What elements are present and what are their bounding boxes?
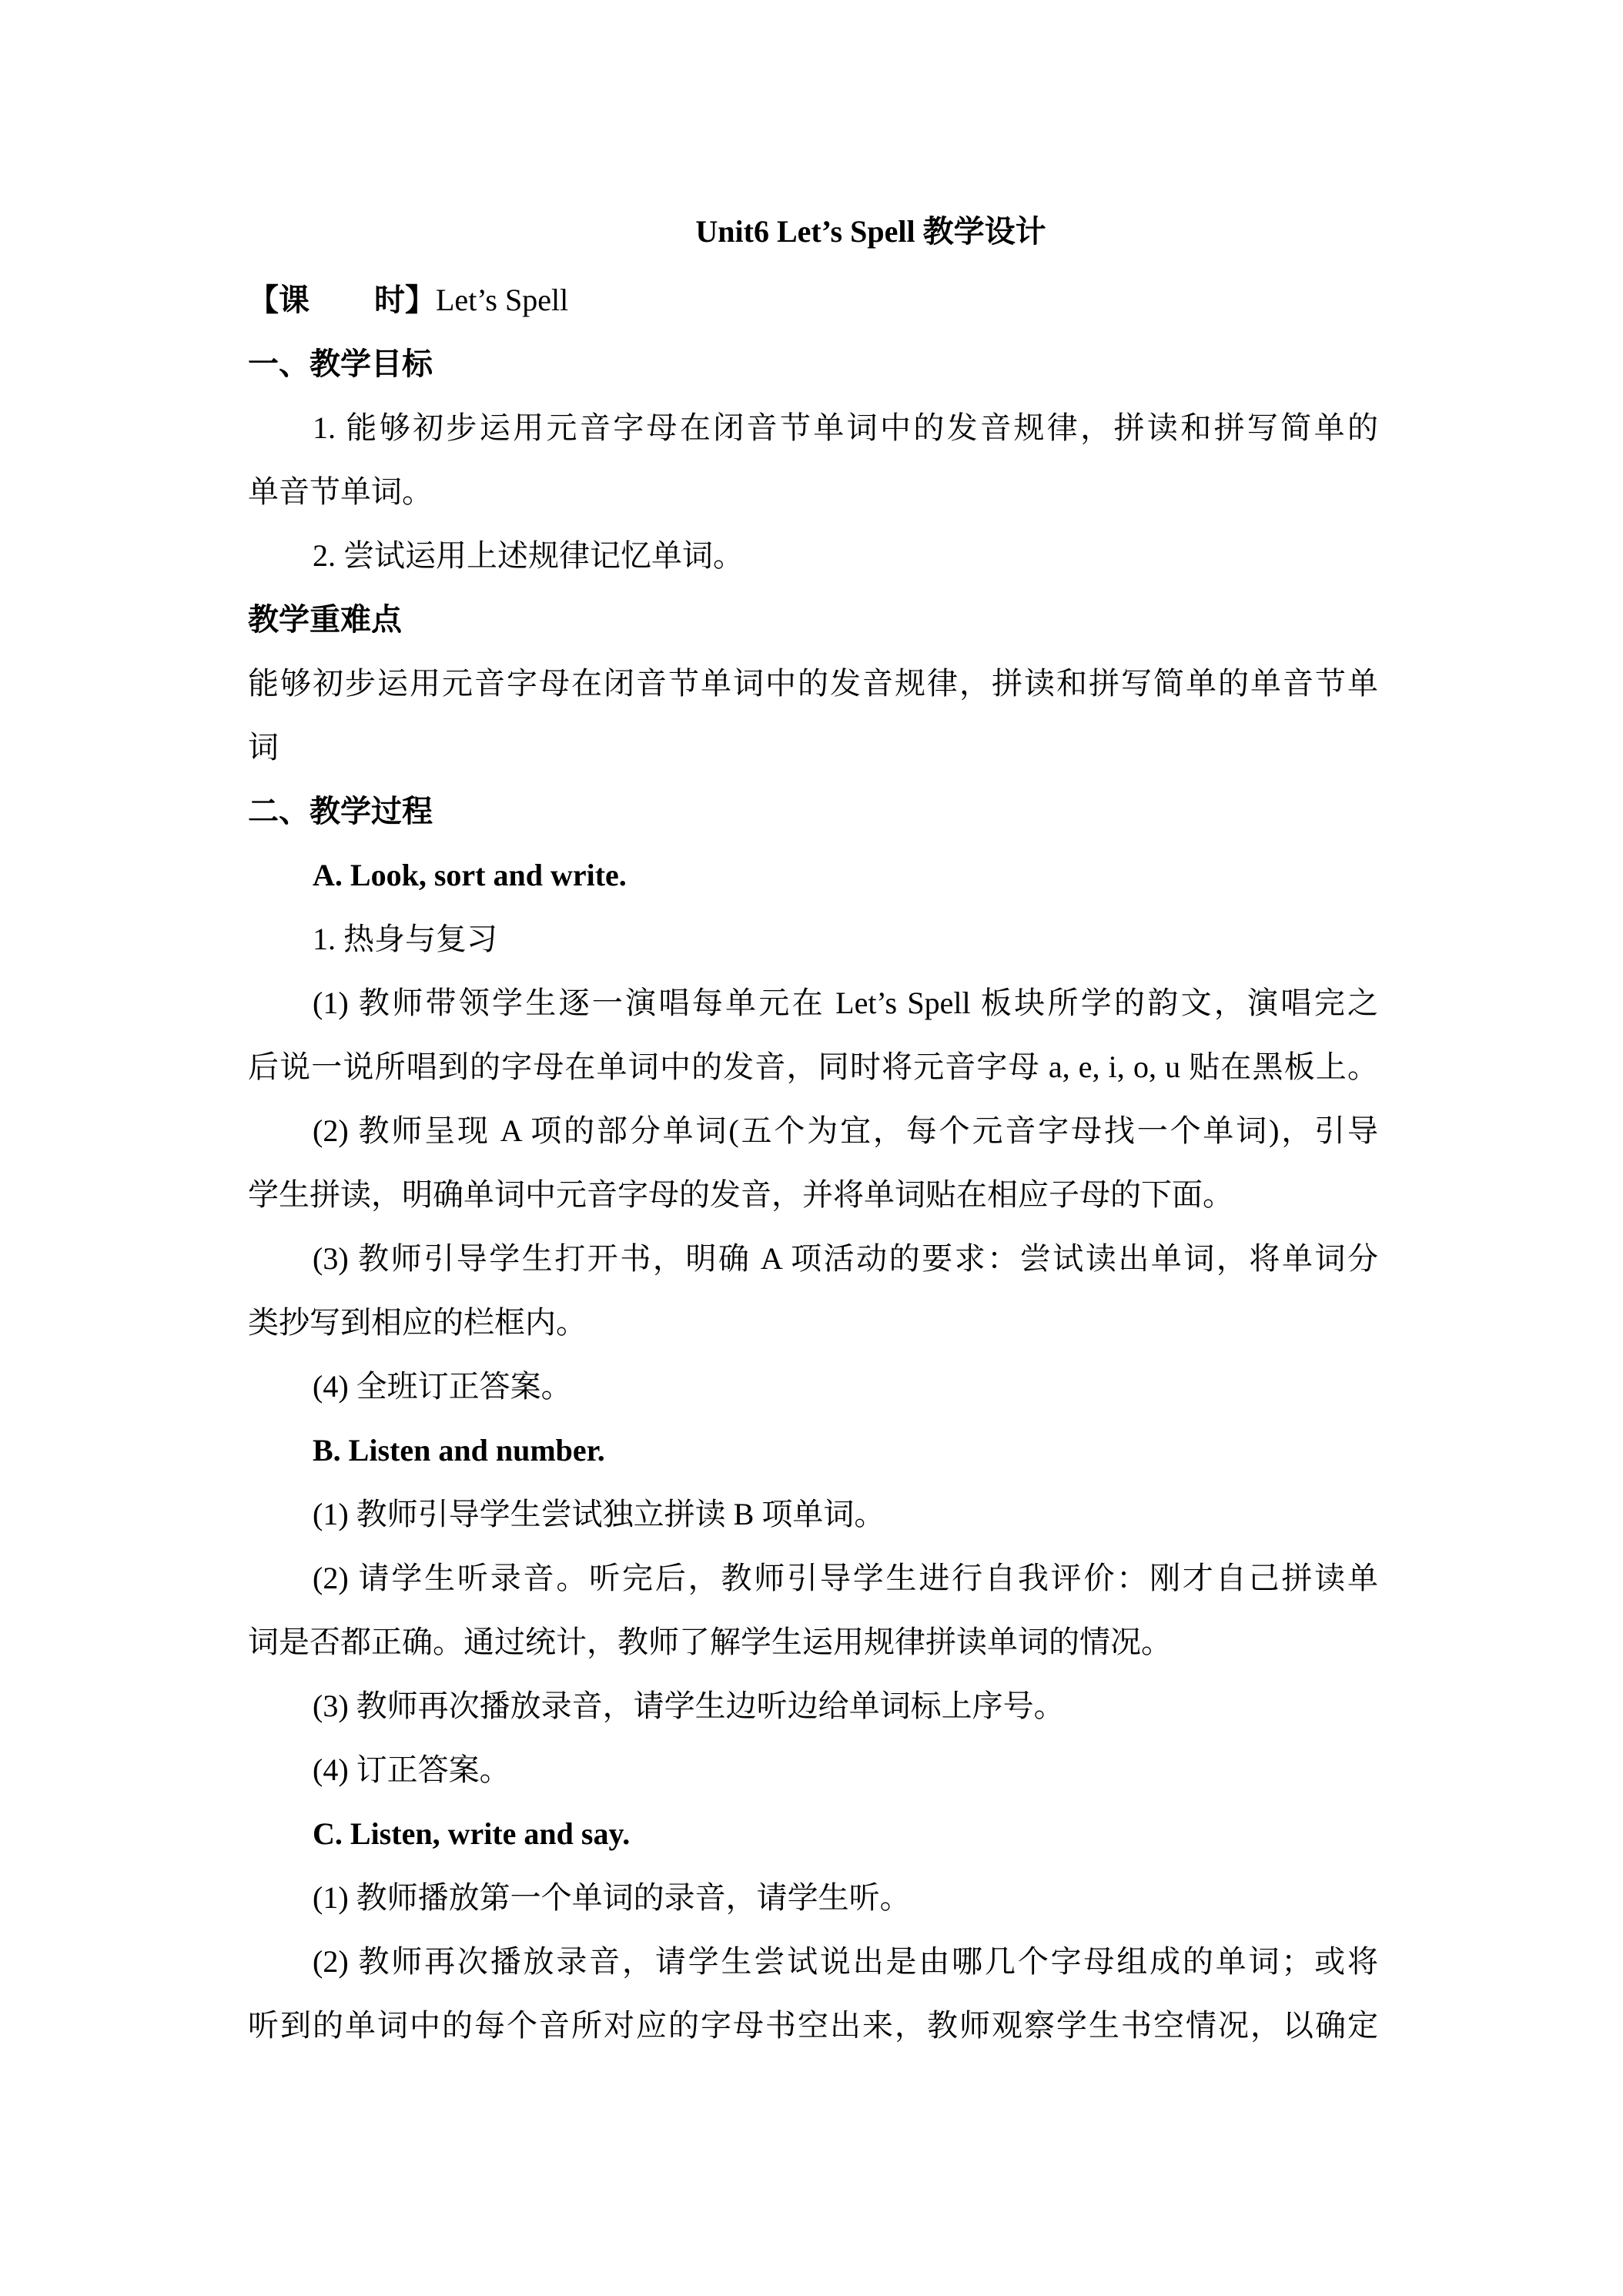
section2-heading: 二、教学过程 — [248, 794, 433, 828]
part-a-heading: A. Look, sort and write. — [313, 858, 627, 892]
part-a-p1-line1: (1) 教师带领学生逐一演唱每单元在 Let’s Spell 板块所学的韵文，演唱完之 — [313, 986, 1378, 1020]
part-b-p2-line1: (2) 请学生听录音。听完后，教师引导学生进行自我评价：刚才自己拼读单 — [313, 1561, 1378, 1595]
section1-heading: 一、教学目标 — [248, 346, 433, 381]
part-a-p1-line2: 后说一说所唱到的字母在单词中的发音，同时将元音字母 a, e, i, o, u 贴在黑板上。 — [248, 1049, 1378, 1084]
part-b-p1: (1) 教师引导学生尝试独立拼读 B 项单词。 — [313, 1497, 885, 1531]
objective-1-line1: 1. 能够初步运用元音字母在闭音节单词中的发音规律，拼读和拼写简单的 — [313, 410, 1378, 445]
part-b-p2-line2: 词是否都正确。通过统计，教师了解学生运用规律拼读单词的情况。 — [248, 1625, 1172, 1659]
part-b-p3: (3) 教师再次播放录音，请学生边听边给单词标上序号。 — [313, 1689, 1065, 1723]
key-points-line2: 词 — [248, 730, 279, 765]
period-label-close: 时】 — [374, 283, 436, 317]
part-a-p2-line2: 学生拼读，明确单词中元音字母的发音，并将单词贴在相应子母的下面。 — [248, 1177, 1233, 1212]
part-a-p2-line1: (2) 教师呈现 A 项的部分单词(五个为宜，每个元音字母找一个单词)，引导 — [313, 1113, 1378, 1148]
part-b-heading: B. Listen and number. — [313, 1433, 605, 1468]
part-c-p1: (1) 教师播放第一个单词的录音，请学生听。 — [313, 1880, 911, 1915]
key-points-line1: 能够初步运用元音字母在闭音节单词中的发音规律，拼读和拼写简单的单音节单 — [248, 666, 1378, 701]
part-a-step1: 1. 热身与复习 — [313, 922, 497, 956]
document-title: Unit6 Let’s Spell 教学设计 — [695, 214, 1046, 249]
part-c-p2-line2: 听到的单词中的每个音所对应的字母书空出来，教师观察学生书空情况，以确定 — [248, 2008, 1378, 2043]
objective-1-line2: 单音节单词。 — [248, 474, 433, 509]
period-line — [248, 268, 1378, 332]
part-b-p4: (4) 订正答案。 — [313, 1752, 510, 1787]
document-body — [248, 205, 1378, 2057]
key-points-heading: 教学重难点 — [248, 602, 402, 637]
objective-2: 2. 尝试运用上述规律记忆单词。 — [313, 538, 744, 573]
part-c-heading: C. Listen, write and say. — [313, 1816, 631, 1851]
part-a-p3-line1: (3) 教师引导学生打开书，明确 A 项活动的要求：尝试读出单词，将单词分 — [313, 1241, 1378, 1276]
part-a-p3-line2: 类抄写到相应的栏框内。 — [248, 1305, 587, 1340]
period-label-open: 【课 — [248, 283, 310, 317]
part-c-p2-line1: (2) 教师再次播放录音，请学生尝试说出是由哪几个字母组成的单词；或将 — [313, 1944, 1378, 1979]
title-spacer — [248, 259, 1378, 268]
part-a-p4: (4) 全班订正答案。 — [313, 1369, 572, 1404]
period-value: Let’s Spell — [436, 283, 569, 317]
